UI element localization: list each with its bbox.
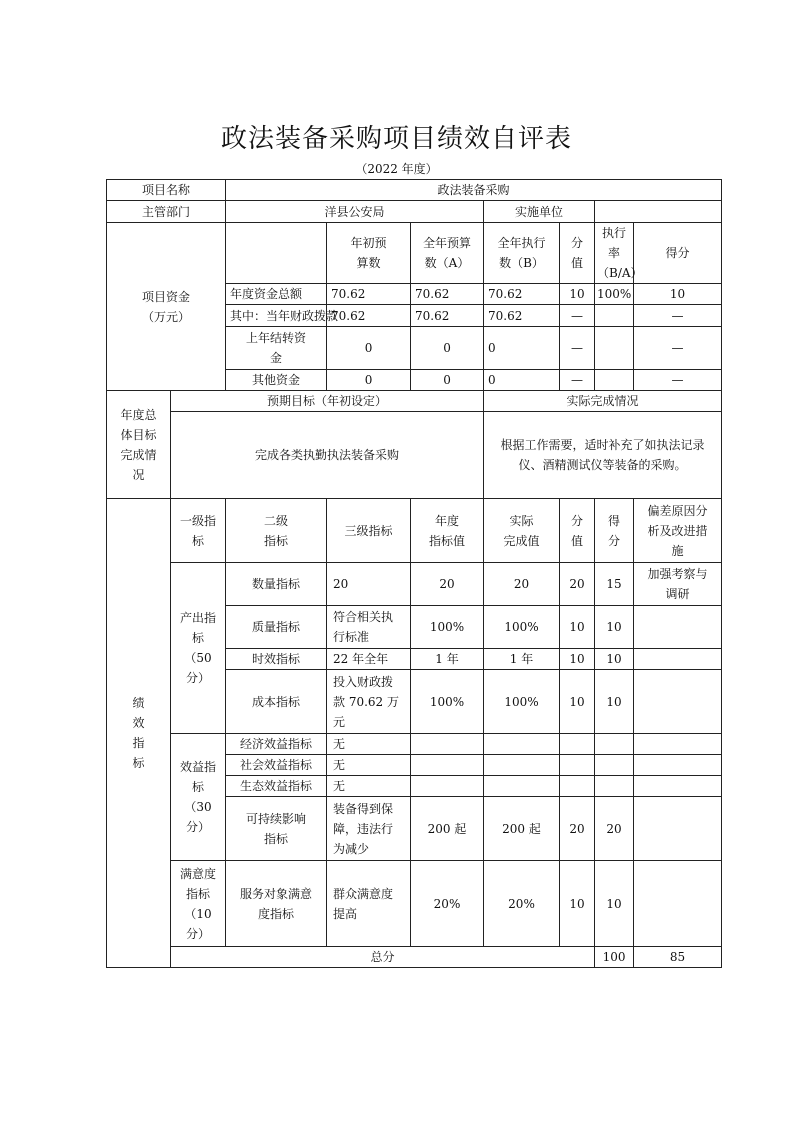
ind-header-l3: 三级指标 <box>327 499 411 563</box>
funds-row: 上年结转资 金 0 0 0 — — <box>107 327 722 370</box>
funds-header-initial: 年初预 算数 <box>327 223 411 284</box>
impl-unit-label: 实施单位 <box>484 201 595 223</box>
self-evaluation-table <box>106 179 722 968</box>
dept-label: 主管部门 <box>107 201 226 223</box>
project-name-value: 政法装备采购 <box>226 180 722 201</box>
dept-value: 洋县公安局 <box>226 201 484 223</box>
indicator-row: 质量指标 符合相关执 行标准 100% 100% 10 10 <box>107 606 722 649</box>
funds-row: 其他资金 0 0 0 — — <box>107 370 722 391</box>
funds-header-rate: 执行率 （B/A） <box>595 223 634 284</box>
indicator-row: 满意度 指标 （10 分） 服务对象满意 度指标 群众满意度 提高 20% 20% 10 10 <box>107 861 722 947</box>
indicator-row: 产出指 标 （50 分） 数量指标 20 20 20 20 15 加强考察与 调研 <box>107 563 722 606</box>
output-indicator-label: 产出指 标 （50 分） <box>171 563 226 734</box>
actual-completion-text: 根据工作需要，适时补充了如执法记录 仪、酒精测试仪等装备的采购。 <box>484 412 722 499</box>
goals-label: 年度总 体目标 完成情 况 <box>107 391 171 499</box>
funds-header-budget: 全年预算 数（A） <box>411 223 484 284</box>
funds-row: 其中：当年财政拨款 70.62 70.62 70.62 — — <box>107 305 722 327</box>
ind-header-score: 分 值 <box>560 499 595 563</box>
ind-header-l1: 一级指 标 <box>171 499 226 563</box>
ind-header-actual: 实际 完成值 <box>484 499 560 563</box>
ind-header-got: 得 分 <box>595 499 634 563</box>
indicator-row: 可持续影响 指标 装备得到保 障，违法行 为减少 200 起 200 起 20 20 <box>107 797 722 861</box>
funds-header-blank <box>226 223 327 284</box>
total-got: 85 <box>634 947 722 968</box>
ind-header-target: 年度 指标值 <box>411 499 484 563</box>
ind-header-reason: 偏差原因分 析及改进措 施 <box>634 499 722 563</box>
total-label: 总分 <box>171 947 595 968</box>
indicator-row: 时效指标 22 年全年 1 年 1 年 10 10 <box>107 649 722 670</box>
satisfaction-indicator-label: 满意度 指标 （10 分） <box>171 861 226 947</box>
indicators-label: 绩 效 指 标 <box>107 499 171 968</box>
funds-header-got: 得分 <box>634 223 722 284</box>
indicator-row: 生态效益指标 无 <box>107 776 722 797</box>
impl-unit-value <box>595 201 722 223</box>
funds-row: 年度资金总额 70.62 70.62 70.62 10 100% 10 <box>107 284 722 305</box>
expected-goal-text: 完成各类执勤执法装备采购 <box>171 412 484 499</box>
funds-header-score: 分 值 <box>560 223 595 284</box>
benefit-indicator-label: 效益指 标 （30 分） <box>171 734 226 861</box>
indicator-row: 社会效益指标 无 <box>107 755 722 776</box>
funds-label: 项目资金 （万元） <box>107 223 226 391</box>
page-title: 政法装备采购项目绩效自评表 <box>220 124 572 154</box>
funds-header-exec: 全年执行 数（B） <box>484 223 560 284</box>
project-name-label: 项目名称 <box>107 180 226 201</box>
total-score: 100 <box>595 947 634 968</box>
ind-header-l2: 二级 指标 <box>226 499 327 563</box>
year-subtitle: （2022 年度） <box>355 162 438 176</box>
expected-goal-header: 预期目标（年初设定） <box>171 391 484 412</box>
actual-completion-header: 实际完成情况 <box>484 391 722 412</box>
indicator-row: 效益指 标 （30 分） 经济效益指标 无 <box>107 734 722 755</box>
indicator-row: 成本指标 投入财政拨 款 70.62 万 元 100% 100% 10 10 <box>107 670 722 734</box>
